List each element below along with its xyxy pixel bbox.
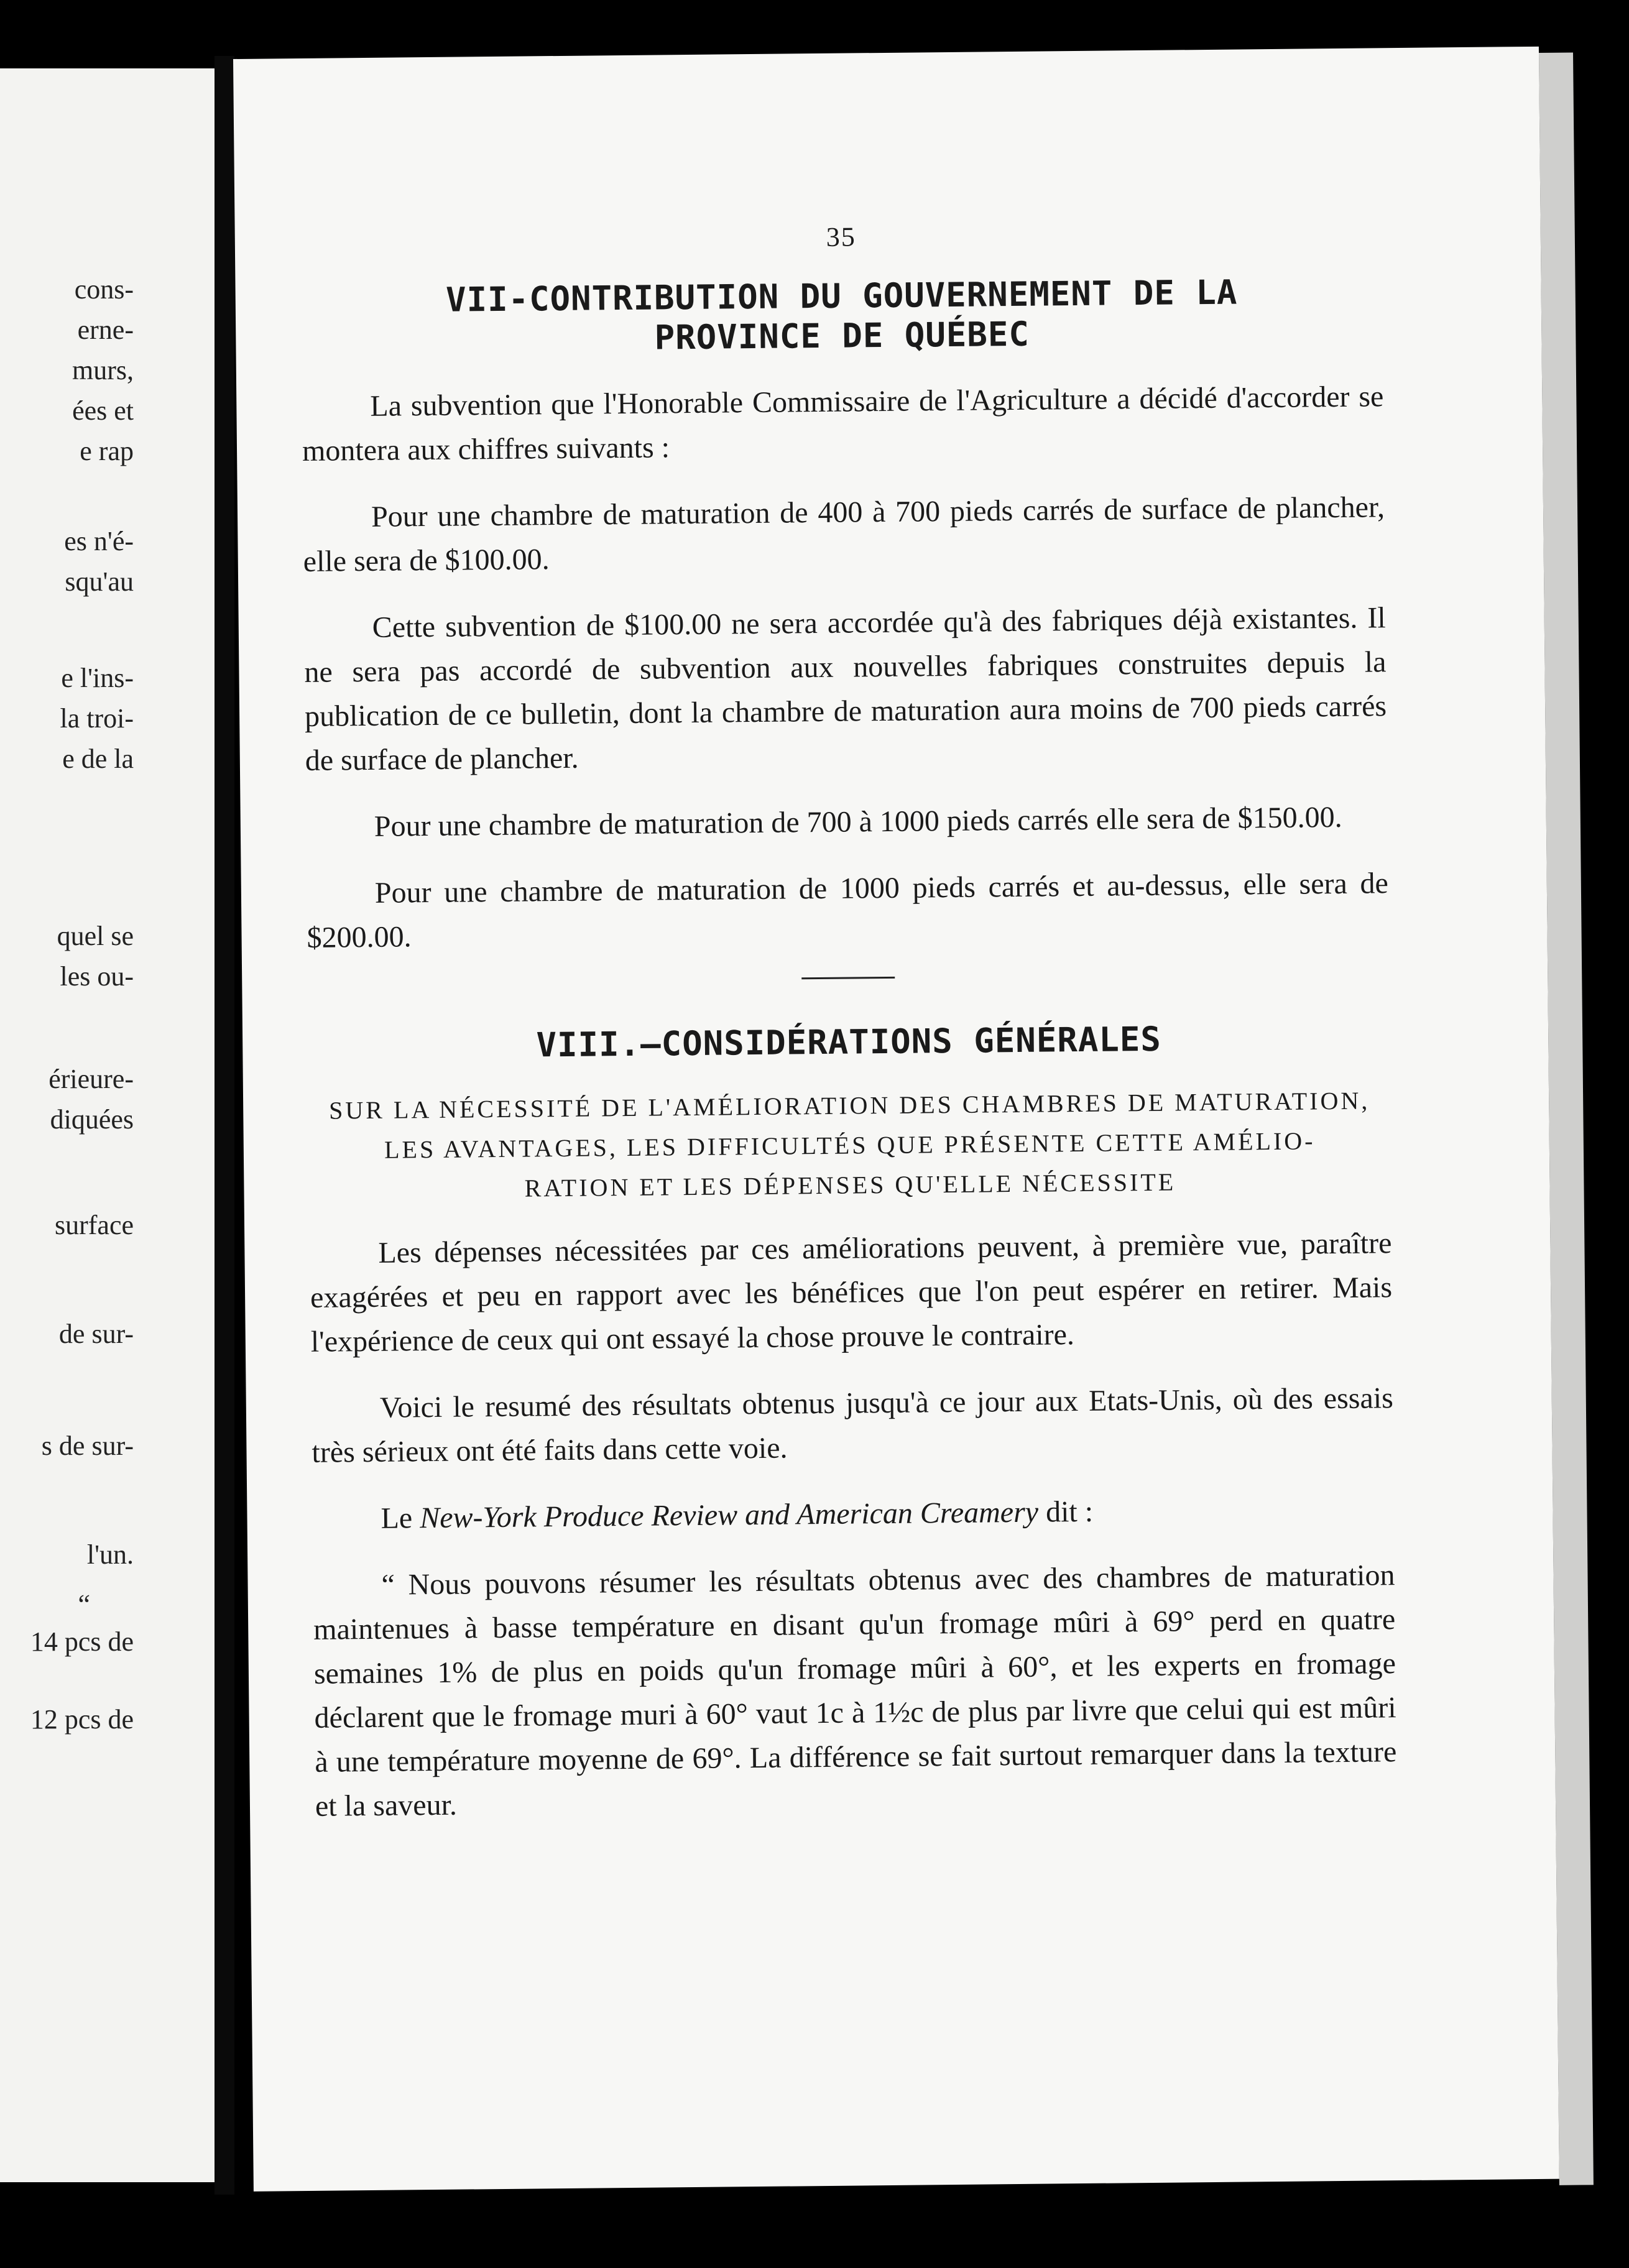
section-7-title-line-2: PROVINCE DE QUÉBEC bbox=[654, 314, 1030, 357]
previous-page-line: la troi- bbox=[60, 703, 134, 734]
previous-page-line: 14 pcs de bbox=[30, 1626, 134, 1657]
section-7-paragraph: Pour une chambre de maturation de 700 à 1000 pieds carrés elle sera de $150.00. bbox=[374, 800, 1342, 843]
document-page bbox=[233, 47, 1559, 2192]
previous-page-line: quel se bbox=[57, 921, 134, 951]
previous-page-line: érieure- bbox=[48, 1064, 134, 1094]
previous-page-line: ées et bbox=[72, 395, 134, 426]
section-7-paragraph: Pour une chambre de maturation de 400 à 700 pieds carrés de surface de plancher, elle sera de $100.00. bbox=[303, 491, 1385, 578]
section-7-paragraph: Pour une chambre de maturation de 1000 pieds carrés et au-dessus, elle sera de $200.00. bbox=[307, 867, 1389, 954]
quote-intro-before: Le bbox=[381, 1501, 420, 1535]
section-8-subtitle-line-1: SUR LA NÉCESSITÉ DE L'AMÉLIORATION DES CHAMBRES DE MATURATION, bbox=[328, 1086, 1370, 1125]
section-7-title bbox=[300, 271, 1383, 361]
quotation: “ Nous pouvons résumer les résultats obtenus avec des chambres de maturation maintenues à basse température en disant qu'un fromage mûri à 69° perd en quatre semaines 1% de plus en poids qu'un fromage mûri à 60°, et les experts en fromage déclarent que le fromage muri à 60° vaut 1c à 1½c de plus par livre que celui qui est mûri à une température moyenne de 69°. La différence se fait surtout remarquer dans la texture et la saveur. bbox=[313, 1559, 1397, 1823]
quote-source: New-York Produce Review and American Creamery bbox=[419, 1495, 1039, 1535]
page-number: 35 bbox=[826, 221, 857, 252]
section-8-subtitle bbox=[308, 1081, 1391, 1210]
previous-page-line: murs, bbox=[72, 355, 134, 385]
previous-page-line: diquées bbox=[50, 1104, 134, 1135]
previous-page-fragment bbox=[0, 68, 215, 2182]
section-8-subtitle-line-3: RATION ET LES DÉPENSES QU'ELLE NÉCESSITE bbox=[524, 1168, 1176, 1202]
section-8-subtitle-line-2: LES AVANTAGES, LES DIFFICULTÉS QUE PRÉSENTE CETTE AMÉLIO- bbox=[384, 1127, 1316, 1164]
previous-page-line: e rap bbox=[80, 436, 134, 466]
section-7-paragraph: Cette subvention de $100.00 ne sera accordée qu'à des fabriques déjà existantes. Il ne sera pas accordé de subvention aux nouvelles fabriques construites depuis la publication de ce bulletin, dont la chambre de maturation aura moins de 700 pieds carrés de surface de plancher. bbox=[304, 601, 1387, 777]
book-gutter bbox=[215, 56, 234, 2195]
quote-introduction bbox=[312, 1487, 1395, 1541]
section-8-paragraph: Les dépenses nécessitées par ces améliorations peuvent, à première vue, paraître exagérées et peu en rapport avec les bénéfices que l'on peut espérer en retirer. Mais l'expérience de ceux qui ont essayé la chose prouve le contraire. bbox=[310, 1227, 1393, 1358]
quote-intro-after: dit : bbox=[1038, 1495, 1094, 1529]
page-content bbox=[300, 216, 1398, 1851]
section-7-title-line-1: VII-CONTRIBUTION DU GOUVERNEMENT DE LA bbox=[445, 272, 1238, 320]
section-divider bbox=[801, 977, 895, 979]
previous-page-line: surface bbox=[54, 1210, 134, 1240]
previous-page-line: s de sur- bbox=[41, 1431, 134, 1461]
previous-page-line: erne- bbox=[77, 315, 134, 345]
section-7-paragraph: La subvention que l'Honorable Commissaire de l'Agriculture a décidé d'accorder se montera aux chiffres suivants : bbox=[302, 380, 1384, 468]
previous-page-line: e de la bbox=[62, 744, 134, 774]
section-8-paragraph: Voici le resumé des résultats obtenus jusqu'à ce jour aux Etats-Unis, où des essais très sérieux ont été faits dans cette voie. bbox=[311, 1381, 1394, 1469]
previous-page-line: les ou- bbox=[60, 961, 134, 992]
previous-page-line: 12 pcs de bbox=[30, 1704, 134, 1735]
previous-page-line: squ'au bbox=[65, 566, 134, 597]
previous-page-line: l'un. bbox=[86, 1539, 134, 1570]
previous-page-line: “ bbox=[78, 1589, 90, 1620]
section-8-title: VIII.—CONSIDÉRATIONS GÉNÉRALES bbox=[536, 1019, 1162, 1065]
previous-page-line: de sur- bbox=[58, 1319, 134, 1349]
previous-page-line: es n'é- bbox=[64, 526, 134, 556]
previous-page-line: cons- bbox=[74, 274, 134, 305]
previous-page-line: e l'ins- bbox=[61, 663, 134, 693]
